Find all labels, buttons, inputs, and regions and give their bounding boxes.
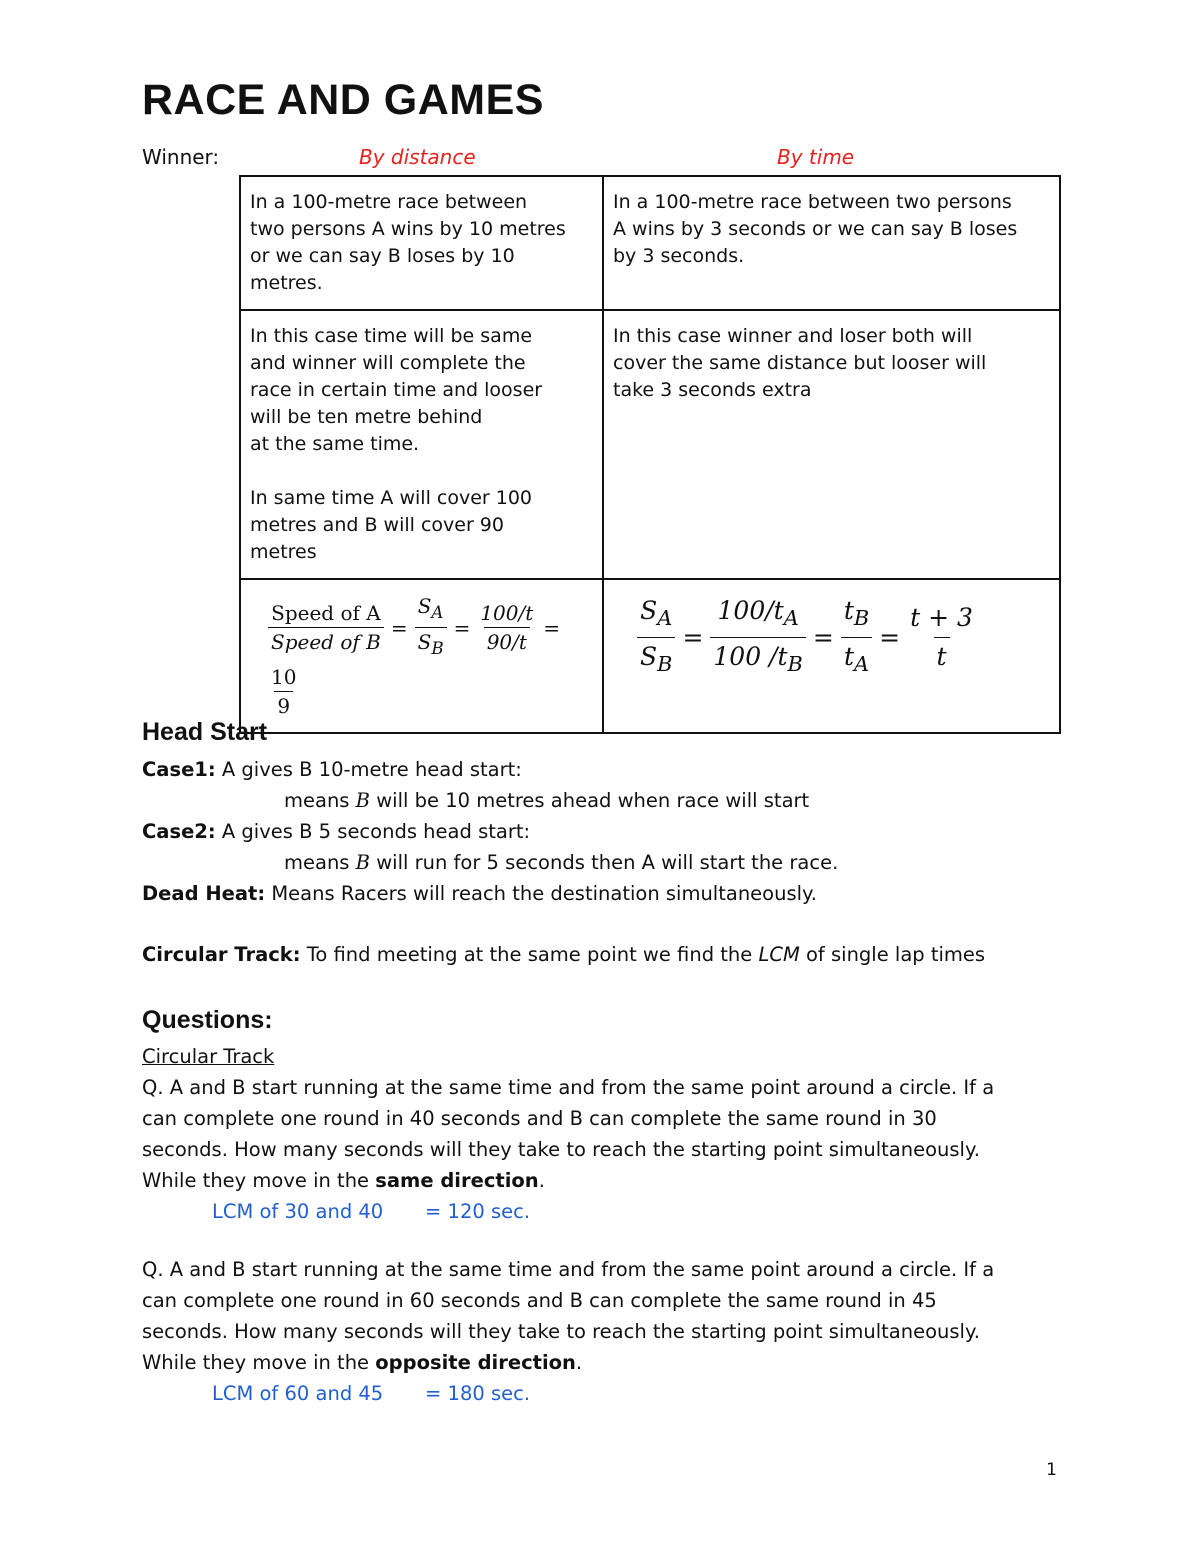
means-text: will be 10 metres ahead when race will start [370, 789, 810, 812]
numerator: S [417, 594, 432, 618]
denominator: 9 [274, 691, 293, 720]
q2-last-line [142, 1351, 582, 1374]
cell-spacer [250, 458, 593, 485]
denominator: 90/t [484, 627, 530, 656]
circular-track-label: Circular Track: [142, 943, 301, 966]
by-time-header: By time [777, 145, 855, 169]
case2-means-line [284, 851, 838, 874]
fraction [637, 592, 675, 683]
subscript: B [431, 639, 444, 658]
means-text: means [284, 789, 356, 812]
q1-emphasis: same direction [375, 1169, 539, 1192]
circular-track-line [142, 943, 985, 966]
head-start-heading: Head Start [142, 718, 268, 746]
case1-means-line [284, 789, 809, 812]
q1-line: Q. A and B start running at the same time and from the same point around a circle. If a [142, 1076, 995, 1099]
case1-line [142, 758, 522, 781]
cell-line: cover the same distance but looser will [613, 352, 987, 374]
q2-line: can complete one round in 60 seconds and B can complete the same round in 45 [142, 1289, 937, 1312]
cell-line: by 3 seconds. [613, 245, 745, 267]
q2-answer-lcm: LCM of 60 and 45 [212, 1382, 384, 1405]
q1-answer-result: = 120 sec. [425, 1200, 531, 1223]
denominator: 100 /t [713, 642, 788, 671]
denominator: t [934, 637, 950, 676]
cell-line: at the same time. [250, 433, 420, 455]
time-explanation-cell [603, 310, 1060, 579]
table-row [240, 310, 1060, 579]
time-definition-cell [603, 176, 1060, 310]
denominator: Speed of B [268, 627, 384, 656]
equals-sign: = [682, 622, 704, 652]
equals-sign: = [812, 622, 834, 652]
distance-formula-cell [240, 579, 603, 733]
distance-definition-cell [240, 176, 603, 310]
cell-line: or we can say B loses by 10 [250, 245, 515, 267]
equals-sign: = [453, 615, 471, 640]
speed-ratio-formula [250, 592, 593, 720]
q2-text: While they move in the [142, 1351, 376, 1374]
numerator: S [640, 596, 658, 625]
cell-line: metres. [250, 272, 323, 294]
subscript: A [783, 606, 799, 630]
numerator: t [843, 596, 854, 625]
equals-sign: = [879, 622, 901, 652]
means-text: means [284, 851, 356, 874]
time-formula-cell [603, 579, 1060, 733]
fraction [268, 663, 299, 720]
by-distance-header: By distance [359, 145, 476, 169]
table-row [240, 176, 1060, 310]
q1-line: can complete one round in 40 seconds and B can complete the same round in 30 [142, 1107, 937, 1130]
time-ratio-formula [613, 592, 1050, 683]
comparison-table [239, 175, 1061, 734]
subscript: B [787, 652, 803, 676]
numerator: 100/t [717, 596, 784, 625]
subscript: B [853, 606, 870, 630]
case1-text: A gives B 10-metre head start: [215, 758, 522, 781]
fraction [268, 599, 384, 656]
fraction [710, 592, 805, 683]
q1-last-line [142, 1169, 545, 1192]
q2-emphasis: opposite direction [375, 1351, 576, 1374]
fraction [907, 599, 976, 676]
numerator: t + 3 [910, 603, 973, 632]
subscript: A [431, 603, 444, 622]
q2-line: seconds. How many seconds will they take to reach the starting point simultaneously. [142, 1320, 980, 1343]
lcm-term: LCM [758, 943, 800, 966]
fraction [415, 592, 447, 663]
page-title: RACE AND GAMES [142, 76, 544, 124]
cell-line: In same time A will cover 100 [250, 487, 533, 509]
cell-line: race in certain time and looser [250, 379, 543, 401]
dead-heat-line [142, 882, 817, 905]
fraction [477, 599, 536, 656]
equals-sign: = [390, 615, 408, 640]
q1-answer-lcm: LCM of 30 and 40 [212, 1200, 384, 1223]
variable: B [355, 789, 371, 812]
page-number: 1 [1046, 1460, 1057, 1480]
denominator: S [417, 630, 432, 654]
q2-text: . [575, 1351, 583, 1374]
means-text: will run for 5 seconds then A will start the race. [370, 851, 839, 874]
equals-sign: = [543, 615, 561, 640]
table-row [240, 579, 1060, 733]
fraction [841, 592, 872, 683]
cell-line: metres and B will cover 90 [250, 514, 504, 536]
dead-heat-label: Dead Heat: [142, 882, 266, 905]
case1-label: Case1: [142, 758, 216, 781]
denominator: t [843, 642, 854, 671]
winner-label: Winner: [142, 145, 220, 169]
q1-text: . [538, 1169, 545, 1192]
denominator: S [640, 642, 658, 671]
q1-line: seconds. How many seconds will they take to reach the starting point simultaneously. [142, 1138, 980, 1161]
cell-line: take 3 seconds extra [613, 379, 812, 401]
dead-heat-text: Means Racers will reach the destination simultaneously. [265, 882, 818, 905]
cell-line: will be ten metre behind [250, 406, 483, 428]
cell-line: In a 100-metre race between two persons [613, 191, 1012, 213]
cell-line: In a 100-metre race between [250, 191, 528, 213]
numerator: 100/t [480, 601, 534, 625]
subscript: A [657, 606, 673, 630]
q1-text: While they move in the [142, 1169, 376, 1192]
q2-answer-result: = 180 sec. [425, 1382, 531, 1405]
case2-line [142, 820, 530, 843]
variable: B [355, 851, 371, 874]
subscript: A [853, 652, 870, 676]
cell-line: two persons A wins by 10 metres [250, 218, 566, 240]
numerator: Speed of A [271, 601, 381, 625]
cell-line: In this case time will be same [250, 325, 533, 347]
numerator: 10 [271, 665, 297, 689]
case2-text: A gives B 5 seconds head start: [215, 820, 531, 843]
subscript: B [657, 652, 673, 676]
case2-label: Case2: [142, 820, 216, 843]
circular-text: To find meeting at the same point we find the [300, 943, 759, 966]
cell-line: In this case winner and loser both will [613, 325, 973, 347]
cell-line: and winner will complete the [250, 352, 526, 374]
circular-track-subheading: Circular Track [142, 1045, 275, 1068]
q2-line: Q. A and B start running at the same time and from the same point around a circle. If a [142, 1258, 995, 1281]
cell-line: metres [250, 541, 317, 563]
questions-heading: Questions: [142, 1006, 273, 1034]
cell-line: A wins by 3 seconds or we can say B loses [613, 218, 1018, 240]
circular-text: of single lap times [799, 943, 986, 966]
distance-explanation-cell [240, 310, 603, 579]
